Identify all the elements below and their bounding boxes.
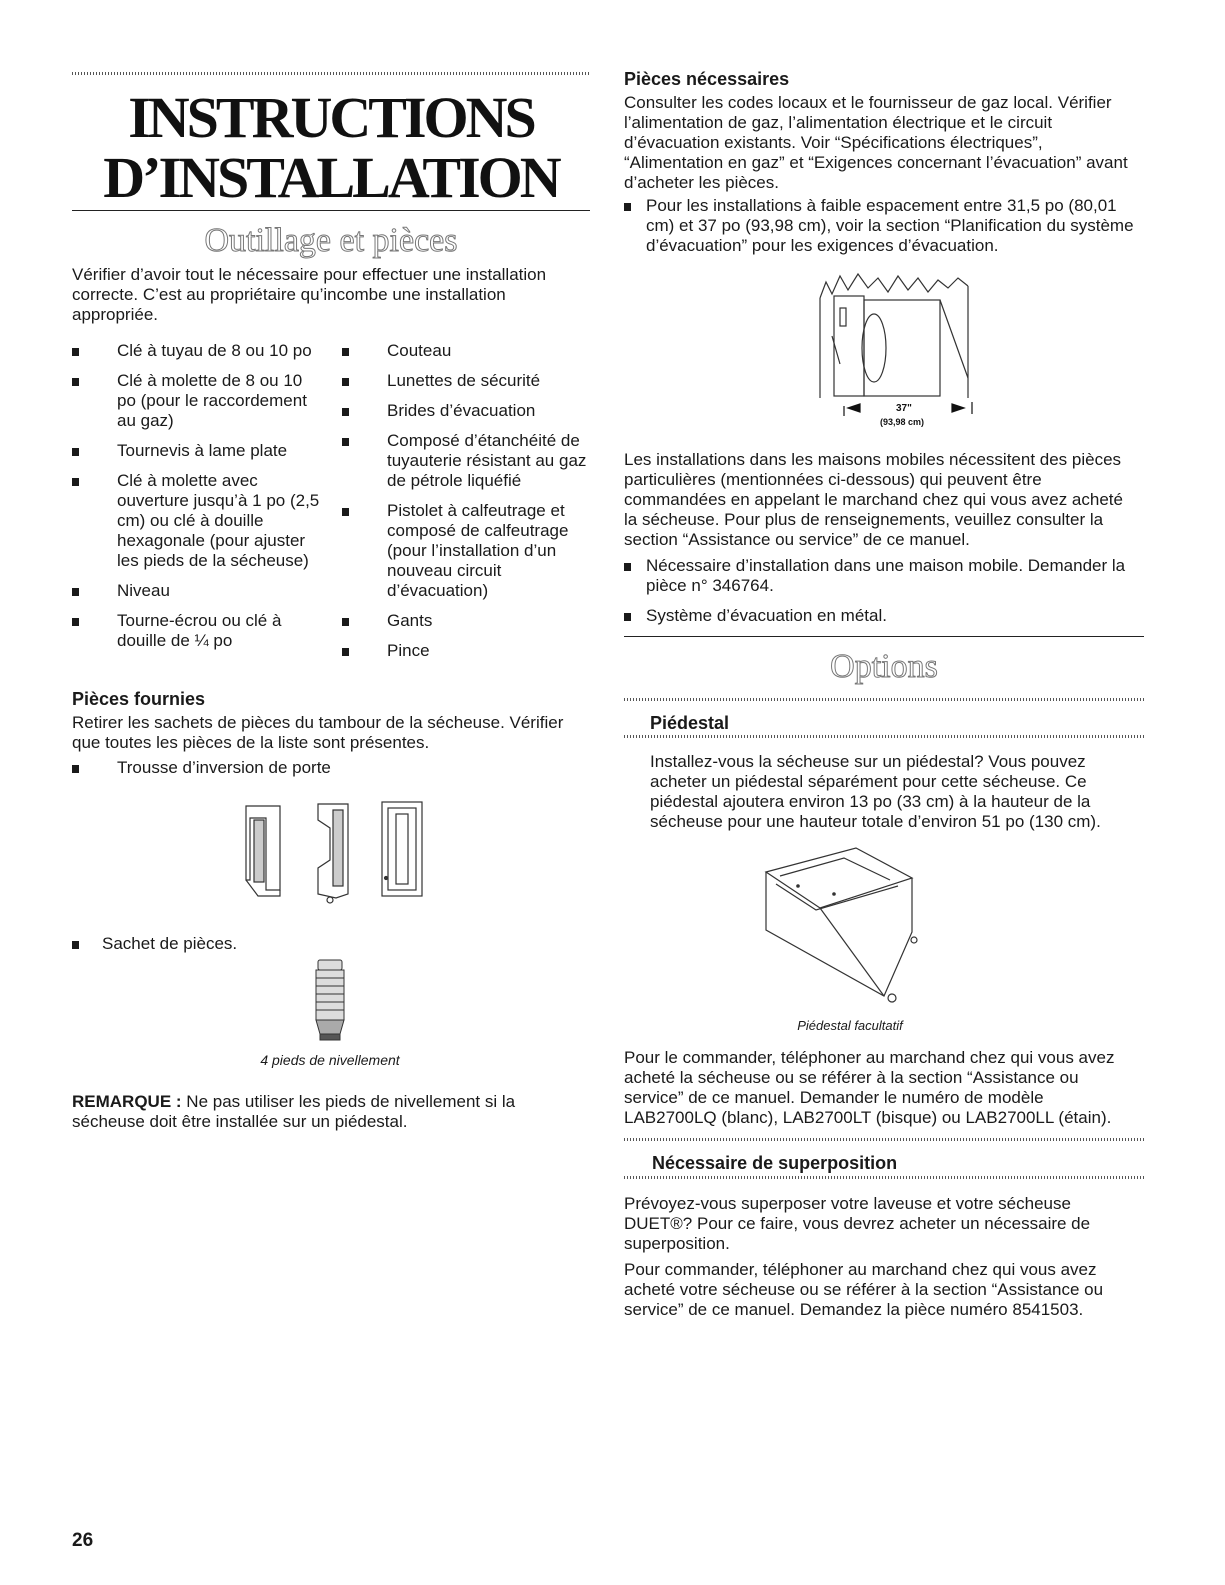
parts-needed-list-1	[624, 196, 1139, 256]
pedestal-bottom-rule	[624, 735, 1144, 738]
parts-needed-list-2	[624, 556, 1139, 626]
closet-width-cm: (93,98 cm)	[880, 417, 925, 427]
page-title	[72, 85, 590, 210]
leveling-feet-illustration	[310, 958, 350, 1044]
parts-supplied-heading: Pièces fournies	[72, 689, 206, 709]
pedestal-heading: Piédestal	[650, 713, 730, 733]
parts-supplied-intro: Retirer les sachets de pièces du tambour de la sécheuse. Vérifier que toutes les pièces de la liste sont présentes.	[72, 713, 564, 752]
stack-bottom-rule	[624, 1176, 1144, 1179]
note-text: Ne pas utiliser les pieds de nivellement si la sécheuse doit être installée sur un piédestal.	[72, 1092, 516, 1131]
tools-list-left	[72, 341, 327, 651]
title-top-rule	[72, 72, 590, 75]
leveling-feet-caption: 4 pieds de nivellement	[260, 1052, 400, 1068]
list-item: Système d’évacuation en métal.	[624, 606, 1139, 626]
list-item: Gants	[342, 611, 590, 631]
pedestal-description: Installez-vous la sécheuse sur un piédestal? Vous pouvez acheter un piédestal séparément pour cette sécheuse. Ce piédestal ajoutera environ 13 po (33 cm) à la hauteur de la sécheuse pour une hauteur totale d’environ 51 po (130 cm).	[650, 752, 1101, 831]
list-item: Pince	[342, 641, 590, 661]
closet-installation-illustration	[812, 268, 980, 428]
pedestal-order-text: Pour le commander, téléphoner au marchand chez qui vous avez acheté la sécheuse ou se référer à la section “Assistance ou service” de ce manuel. Demander le numéro de modèle LAB2700LQ (blanc), LAB2700LT (bisque) ou LAB2700LL (étain).	[624, 1048, 1115, 1127]
list-item: Composé d’étanchéité de tuyauterie résistant au gaz de pétrole liquéfié	[342, 431, 590, 491]
tools-section-title: Outillage et pièces	[204, 222, 458, 259]
door-reversal-kit-illustration	[236, 798, 436, 910]
page-title-line-2: D’INSTALLATION	[103, 145, 559, 210]
stack-kit-text-1: Prévoyez-vous superposer votre laveuse et votre sécheuse DUET®? Pour ce faire, vous devrez acheter un nécessaire de superposition.	[624, 1194, 1091, 1253]
page-number: 26	[72, 1530, 94, 1551]
list-item: Pour les installations à faible espacement entre 31,5 po (80,01 cm) et 37 po (93,98 cm), voir la section “Planification du système d’évacuation” pour les exigences d’évacuation.	[624, 196, 1139, 256]
list-item: Tournevis à lame plate	[72, 441, 327, 461]
list-item: Clé à tuyau de 8 ou 10 po	[72, 341, 327, 361]
list-item: Pistolet à calfeutrage et composé de calfeutrage (pour l’installation d’un nouveau circuit d’évacuation)	[342, 501, 590, 601]
parts-needed-heading: Pièces nécessaires	[624, 69, 790, 89]
parts-needed-intro: Consulter les codes locaux et le fournisseur de gaz local. Vérifier l’alimentation de gaz, l’alimentation électrique et le circuit d’évacuation existants. Voir “Spécifications électriques”, “Alimentation en gaz” et “Exigences concernant l’évacuation” avant d’acheter les pièces.	[624, 93, 1128, 192]
note-paragraph	[72, 1092, 562, 1132]
parts-bag-list	[72, 934, 572, 954]
tools-intro: Vérifier d’avoir tout le nécessaire pour effectuer une installation correcte. C’est au propriétaire qu’incombe une installation appropriée.	[72, 265, 547, 324]
list-item: Niveau	[72, 581, 327, 601]
options-top-rule	[624, 636, 1144, 637]
list-item: Clé à molette de 8 ou 10 po (pour le raccordement au gaz)	[72, 371, 327, 431]
list-item: Sachet de pièces.	[72, 934, 572, 954]
mobile-home-paragraph: Les installations dans les maisons mobiles nécessitent des pièces particulières (mentionnées ci-dessous) qui peuvent être commandées en appelant le marchand chez qui vous avez acheté la sécheuse. Pour plus de renseignements, veuillez consulter la section “Assistance ou service” de ce manuel.	[624, 450, 1123, 549]
closet-width-in: 37"	[896, 403, 912, 414]
options-section-title: Options	[830, 648, 938, 685]
pedestal-caption: Piédestal facultatif	[797, 1018, 903, 1033]
list-item: Clé à molette avec ouverture jusqu’à 1 po (2,5 cm) ou clé à douille hexagonale (pour ajuster les pieds de la sécheuse)	[72, 471, 327, 571]
list-item: Couteau	[342, 341, 590, 361]
tools-list-right	[342, 341, 590, 661]
pedestal-top-rule	[624, 698, 1144, 701]
note-label: REMARQUE :	[72, 1092, 182, 1111]
list-item: Tourne-écrou ou clé à douille de ¼ po	[72, 611, 327, 651]
door-kit-list	[72, 758, 572, 778]
stack-top-rule	[624, 1138, 1144, 1141]
list-item: Trousse d’inversion de porte	[72, 758, 572, 778]
list-item: Lunettes de sécurité	[342, 371, 590, 391]
list-item: Nécessaire d’installation dans une maison mobile. Demander la pièce n° 346764.	[624, 556, 1139, 596]
page-title-line-1: INSTRUCTIONS	[128, 85, 534, 150]
stack-kit-heading: Nécessaire de superposition	[652, 1153, 898, 1173]
stack-kit-text-2: Pour commander, téléphoner au marchand chez qui vous avez acheté votre sécheuse ou se référer à la section “Assistance ou service” de ce manuel. Demandez la pièce numéro 8541503.	[624, 1260, 1104, 1319]
title-bottom-rule	[72, 210, 590, 211]
list-item: Brides d’évacuation	[342, 401, 590, 421]
pedestal-illustration	[758, 842, 918, 1004]
